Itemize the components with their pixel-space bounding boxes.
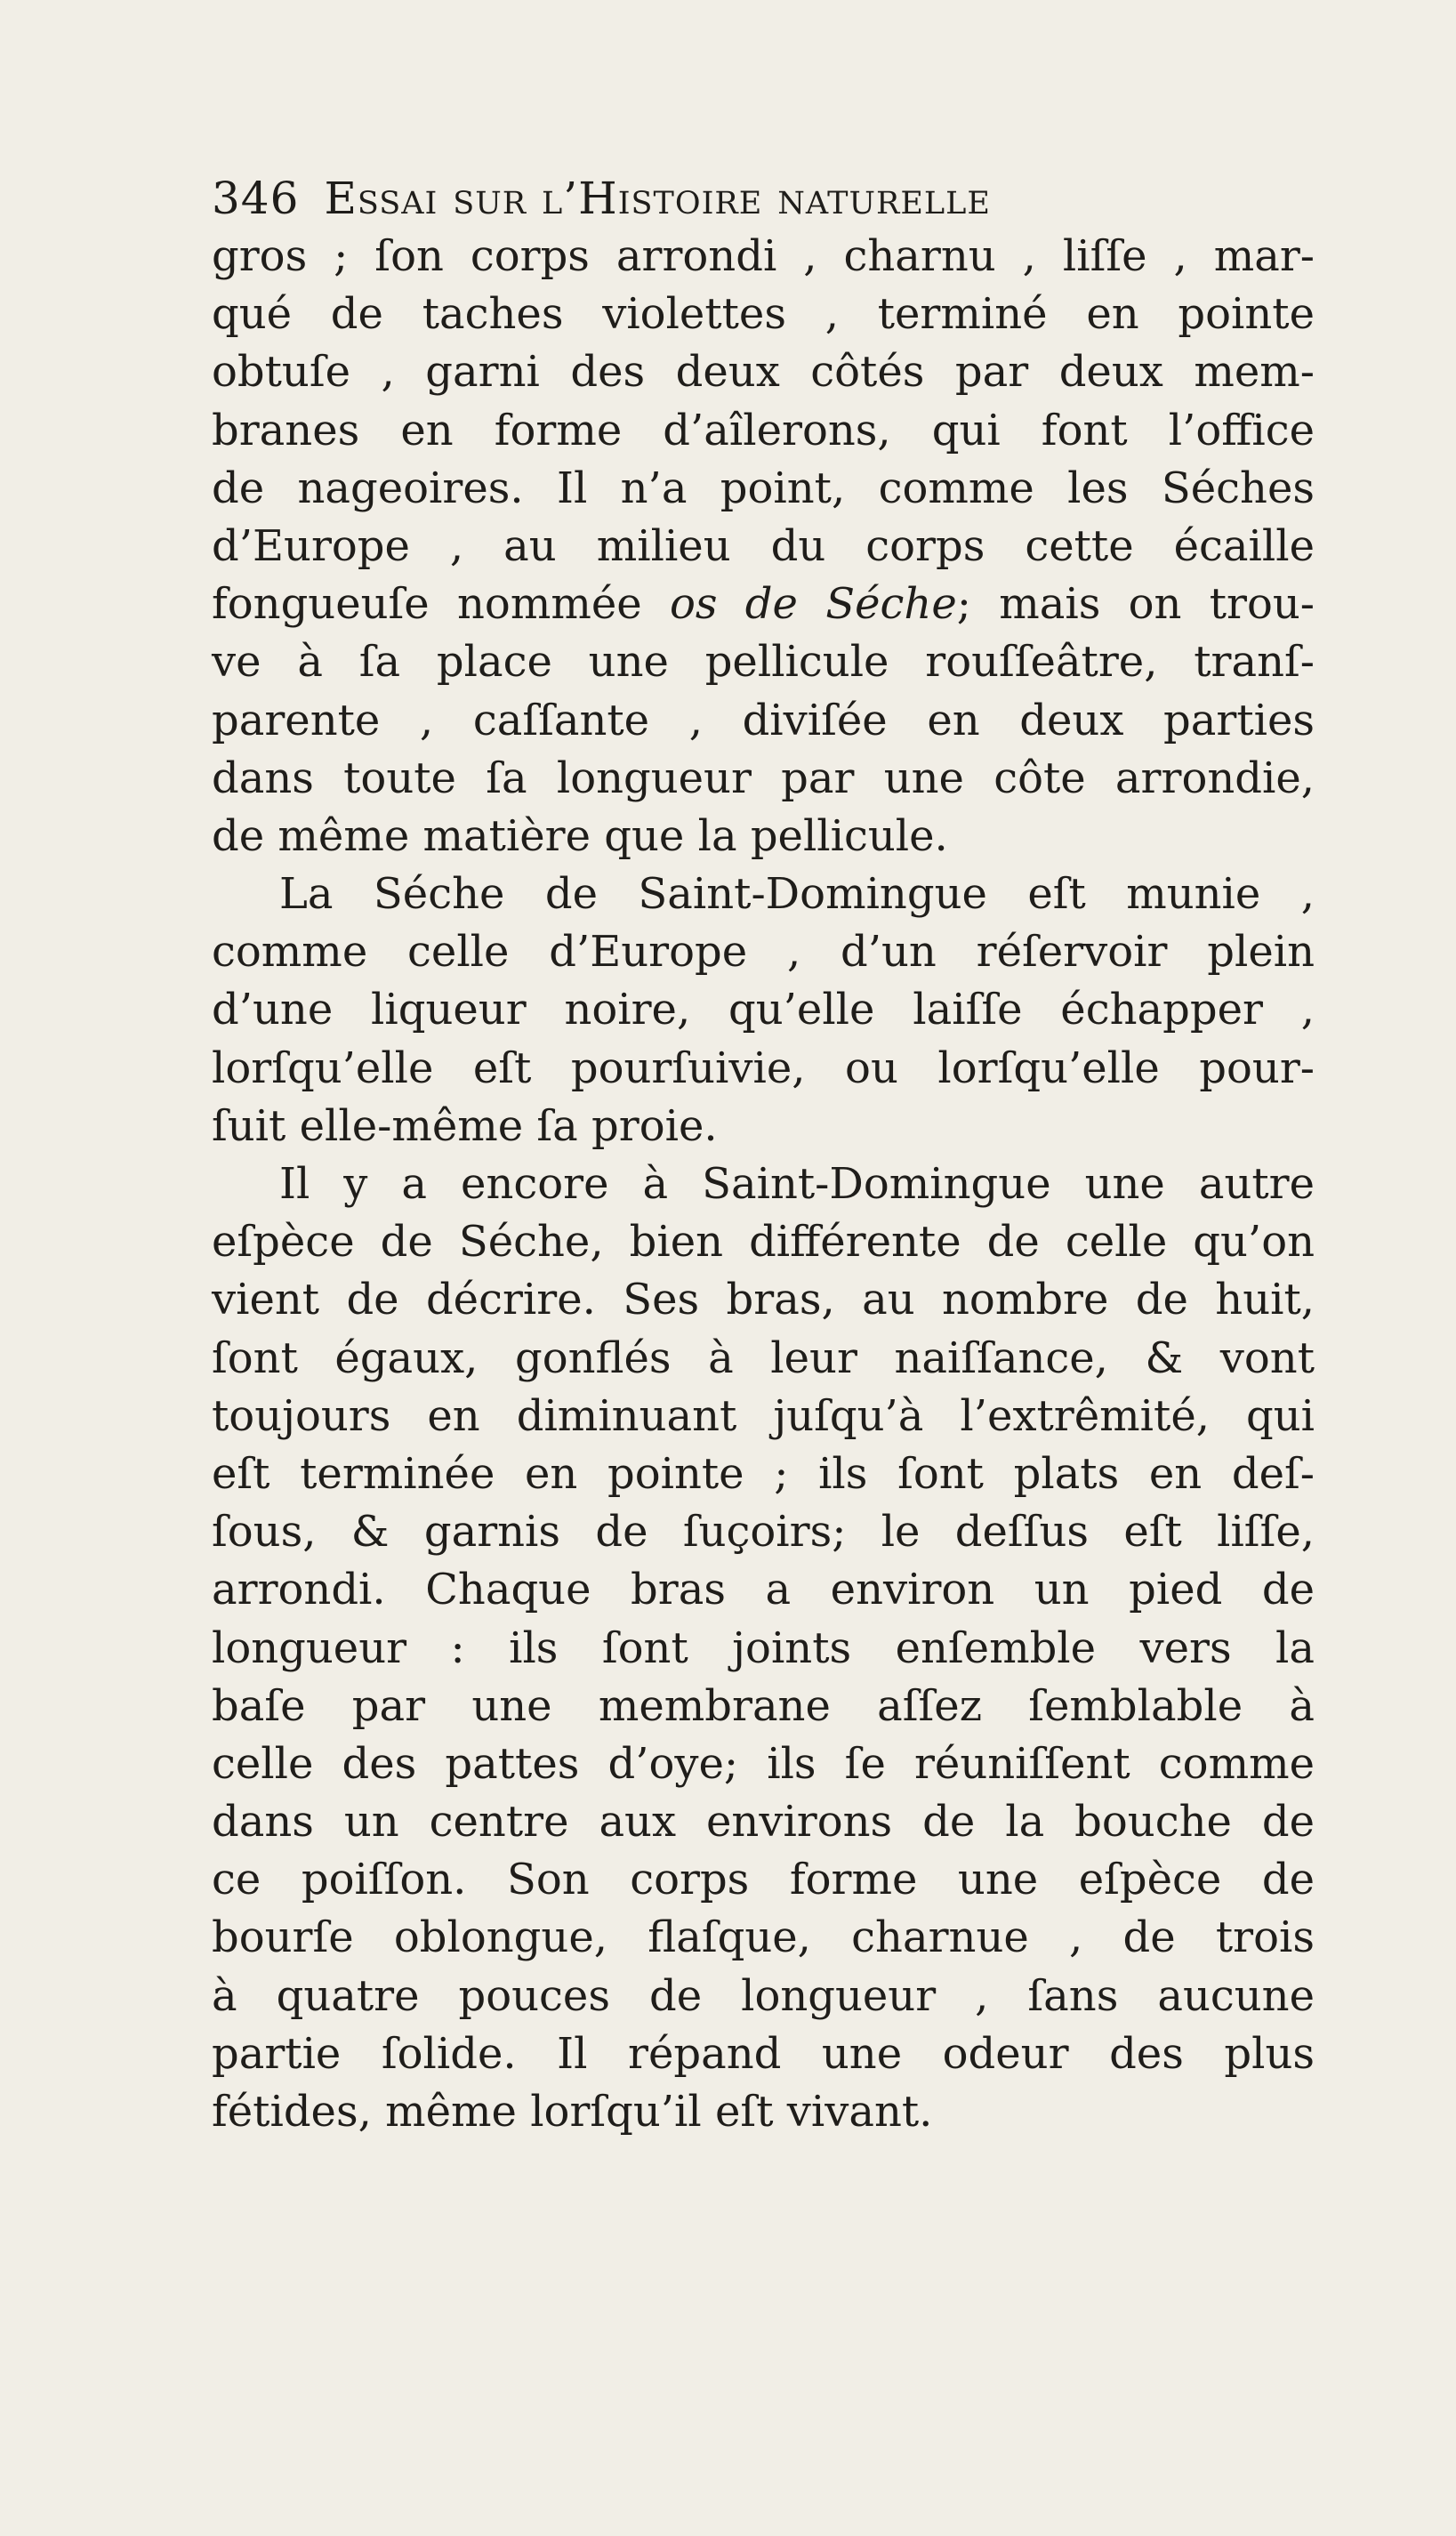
text-line: ve à ſa place une pellicule rouſſeâtre, tranſ-: [212, 637, 1315, 688]
running-title: Essai sur l’Histoire naturelle: [324, 173, 991, 224]
text-line: vient de décrire. Ses bras, au nombre de huit,: [212, 1275, 1315, 1325]
text-fragment: ; mais on trou-: [956, 579, 1315, 630]
text-line: eſpèce de Séche, bien différente de celle qu’on: [212, 1217, 1315, 1268]
text-line: ce poiſſon. Son corps forme une eſpèce de: [212, 1855, 1315, 1905]
text-line: bourſe oblongue, flaſque, charnue , de trois: [212, 1912, 1315, 1963]
text-line: Il y a encore à Saint-Domingue une autre: [279, 1159, 1315, 1209]
body-text: [212, 228, 1315, 2141]
text-line: comme celle d’Europe , d’un réſervoir plein: [212, 927, 1315, 978]
text-line: arrondi. Chaque bras a environ un pied de: [212, 1565, 1315, 1615]
text-line: dans toute ſa longueur par une côte arrondie,: [212, 753, 1315, 803]
text-line: ſont égaux, gonflés à leur naiſſance, & vont: [212, 1332, 1315, 1383]
text-line: [212, 576, 1315, 633]
text-line: fétides, même lorſqu’il eſt vivant.: [212, 2087, 933, 2137]
italic-term: os de Séche: [669, 579, 957, 630]
text-line: lorſqu’elle eſt pourſuivie, ou lorſqu’elle pour-: [212, 1043, 1315, 1093]
running-head: [212, 169, 1315, 228]
text-line: toujours en diminuant juſqu’à l’extrêmité, qui: [212, 1390, 1315, 1441]
text-line: d’une liqueur noire, qu’elle laiſſe échapper ,: [212, 985, 1315, 1035]
page-text: [212, 169, 1315, 2141]
text-line: baſe par une membrane aſſez ſemblable à: [212, 1680, 1315, 1731]
page-number: 346: [212, 173, 300, 224]
paragraph: [212, 865, 1315, 1155]
text-line: celle des pattes d’oye; ils ſe réuniſſent comme: [212, 1738, 1315, 1789]
text-line: ſuit elle-même ſa proie.: [212, 1100, 718, 1151]
text-line: gros ; ſon corps arrondi , charnu , liſſe , mar-: [212, 231, 1315, 281]
text-line: ſous, & garnis de ſuçoirs; le deſſus eſt liſſe,: [212, 1507, 1315, 1558]
text-line: partie ſolide. Il répand une odeur des plus: [212, 2028, 1315, 2079]
text-line: qué de taches violettes , terminé en pointe: [212, 289, 1315, 340]
text-line: branes en forme d’aîlerons, qui font l’office: [212, 405, 1315, 455]
text-line: obtuſe , garni des deux côtés par deux mem-: [212, 347, 1315, 398]
text-line: parente , caſſante , diviſée en deux parties: [212, 695, 1315, 745]
text-line: La Séche de Saint-Domingue eſt munie ,: [279, 869, 1315, 920]
text-line: de même matière que la pellicule.: [212, 810, 948, 861]
text-line: dans un centre aux environs de la bouche de: [212, 1797, 1315, 1848]
paragraph: [212, 1155, 1315, 2141]
text-line: à quatre pouces de longueur , ſans aucune: [212, 1970, 1315, 2021]
text-line: de nageoires. Il n’a point, comme les Séches: [212, 463, 1315, 513]
text-line: eſt terminée en pointe ; ils ſont plats en deſ-: [212, 1448, 1315, 1499]
text-line: d’Europe , au milieu du corps cette écaille: [212, 520, 1315, 571]
text-line: longueur : ils ſont joints enſemble vers la: [212, 1622, 1315, 1673]
paragraph: [212, 228, 1315, 865]
text-fragment: fongueuſe nommée: [212, 579, 670, 630]
